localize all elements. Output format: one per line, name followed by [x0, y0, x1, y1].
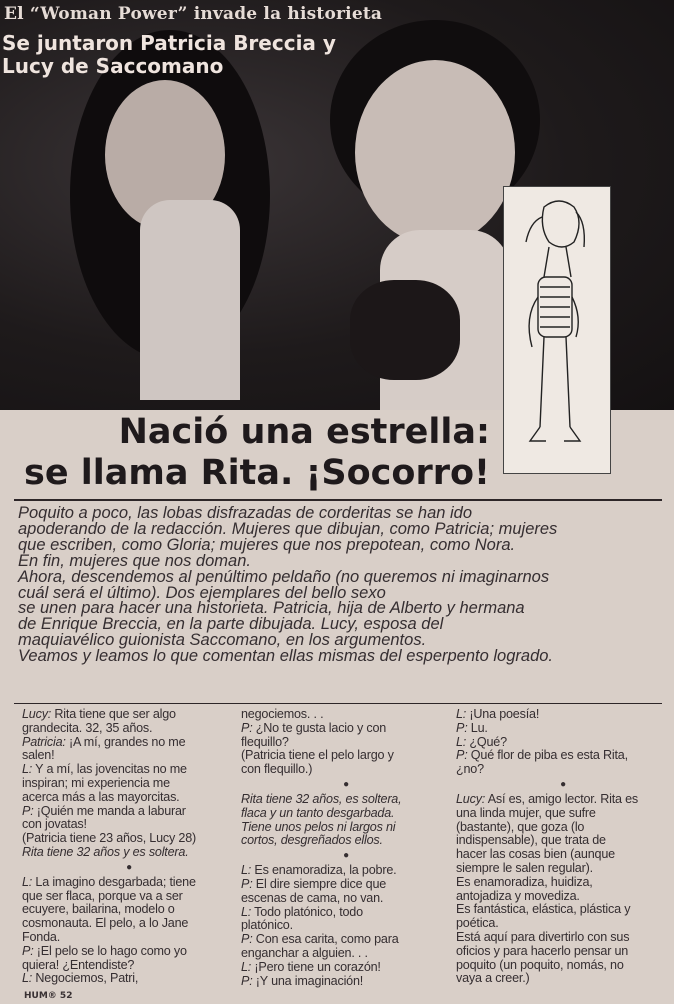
- dialogue-line: [456, 736, 670, 750]
- dialogue-line: [241, 906, 451, 920]
- speaker-label: P:: [22, 803, 34, 818]
- dialogue-line: [241, 919, 451, 933]
- dialogue-line: [241, 864, 451, 878]
- dialogue-text: escenas de cama, no van.: [241, 890, 384, 905]
- dialogue-line: [456, 708, 670, 722]
- intro-line: En fin, mujeres que nos doman.: [18, 551, 251, 570]
- intro-line: de Enrique Breccia, en la parte dibujada. Lucy, esposa del: [18, 615, 444, 634]
- dialogue-line: [22, 722, 236, 736]
- dialogue-text: ecuyere, bailarina, modelo o: [22, 902, 175, 917]
- dialogue-line: [241, 892, 451, 906]
- deck-line: Se juntaron Patricia Breccia y: [2, 31, 336, 55]
- dialogue-line: [456, 972, 670, 986]
- speaker-label: Lucy:: [22, 707, 52, 721]
- dialogue-text: salen!: [22, 748, 55, 763]
- dialogue-text: con jovatas!: [22, 817, 87, 832]
- dialogue-text: Lu.: [467, 720, 488, 735]
- speaker-label: L:: [22, 762, 33, 777]
- dialogue-line: [22, 876, 236, 890]
- dialogue-line: [22, 846, 236, 860]
- lucy-face: [355, 60, 515, 245]
- intro-line: que escriben, como Gloria; mujeres que nos prepotean, como Nora.: [18, 535, 516, 554]
- dialogue-text: ¡Y una imaginación!: [252, 973, 364, 988]
- speaker-label: P:: [241, 720, 253, 735]
- dialogue-text: Negociemos, Patri,: [32, 971, 139, 986]
- divider: [14, 703, 662, 704]
- dialogue-line: [456, 959, 670, 973]
- narration-text: flaca y un tanto desgarbada.: [241, 805, 395, 820]
- dialogue-line: [456, 890, 670, 904]
- dialogue-text: poética.: [456, 916, 499, 931]
- dialogue-text: cosmonauta. El pelo, a lo Jane: [22, 916, 189, 931]
- intro-line: se unen para hacer una historieta. Patricia, hija de Alberto y hermana: [18, 599, 525, 618]
- deck: [2, 32, 336, 78]
- narration-text: cortos, desgreñados ellos.: [241, 833, 383, 848]
- dialogue-text: (Patricia tiene el pelo largo y: [241, 748, 394, 763]
- speaker-label: Lucy:: [456, 791, 486, 806]
- dialogue-text: oficios y para hacerlo pensar un: [456, 943, 629, 958]
- intro-paragraph: [18, 506, 663, 665]
- dialogue-text: quiera! ¿Entendiste?: [22, 957, 135, 972]
- speaker-label: L:: [241, 959, 252, 974]
- dialogue-line: [456, 821, 670, 835]
- dialogue-line: [456, 945, 670, 959]
- dialogue-line: [22, 805, 236, 819]
- speaker-label: P:: [456, 720, 468, 735]
- dialogue-line: [241, 878, 451, 892]
- dialogue-text: Es enamoradiza, la pobre.: [251, 863, 397, 878]
- dialogue-line: [241, 834, 451, 848]
- speaker-label: L:: [241, 904, 252, 919]
- dialogue-text: poquito (un poquito, nomás, no: [456, 957, 624, 972]
- dialogue-text: Rita tiene que ser algo: [51, 707, 176, 721]
- speaker-label: L:: [456, 734, 467, 749]
- intro-line: Poquito a poco, las lobas disfrazadas de corderitas se han ido: [18, 504, 473, 522]
- dialogue-line: [456, 903, 670, 917]
- dialogue-line: [22, 917, 236, 931]
- dialogue-line: [241, 961, 451, 975]
- dialogue-text: El dire siempre dice que: [252, 876, 387, 891]
- intro-line: Ahora, descendemos al penúltimo peldaño (no queremos ni imaginarnos: [18, 567, 550, 586]
- dialogue-text: ¡Quién me manda a laburar: [33, 803, 186, 818]
- dialogue-text: Es enamoradiza, huidiza,: [456, 874, 593, 889]
- dialogue-line: [241, 763, 451, 777]
- dialogue-line: [456, 917, 670, 931]
- dialogue-line: [22, 818, 236, 832]
- bullet-separator: ●: [343, 778, 349, 790]
- rita-illustration: [503, 186, 611, 474]
- speaker-label: P:: [241, 973, 253, 988]
- dialogue-line: [22, 945, 236, 959]
- dialogue-line: [456, 876, 670, 890]
- dialogue-text: Es fantástica, elástica, plástica y: [456, 902, 631, 917]
- bullet-separator: ●: [560, 778, 566, 790]
- dialogue-line: [456, 763, 670, 777]
- dialogue-text: Está aquí para divertirlo con sus: [456, 929, 630, 944]
- rita-sketch-icon: [504, 187, 610, 473]
- dialogue-line: [241, 708, 451, 722]
- dialogue-line: [456, 807, 670, 821]
- intro-line: maquiavélico guionista Saccomano, en los argumentos.: [18, 631, 427, 650]
- dialogue-text: hacer las cosas bien (aunque: [456, 847, 615, 862]
- dialogue-line: [241, 821, 451, 835]
- narration-text: Rita tiene 32 años, es soltera,: [241, 791, 402, 806]
- dialogue-text: Así es, amigo lector. Rita es: [485, 791, 639, 806]
- dialogue-text: flequillo?: [241, 734, 289, 749]
- dialogue-text: inspiran; mi experiencia me: [22, 775, 170, 790]
- bullet-separator: ●: [126, 861, 132, 873]
- dialogue-text: que ser flaca, porque va a ser: [22, 888, 183, 903]
- speaker-label: L:: [22, 971, 33, 986]
- dialogue-text: ¿Qué?: [466, 734, 507, 749]
- dialogue-text: Todo platónico, todo: [251, 904, 363, 919]
- speaker-label: L:: [22, 874, 33, 889]
- dialogue-line: [241, 722, 451, 736]
- dialogue-line: [456, 722, 670, 736]
- headline-line: Nació una estrella:: [118, 412, 490, 452]
- dialogue-text: acerca más a las mayorcitas.: [22, 789, 180, 804]
- dialogue-text: con flequillo.): [241, 762, 313, 777]
- headline-line: se llama Rita. ¡Socorro!: [24, 453, 490, 493]
- dialogue-line: [22, 749, 236, 763]
- speaker-label: P:: [241, 932, 253, 947]
- intro-line: cuál será el último). Dos ejemplares del bello sexo: [18, 583, 386, 602]
- divider: [14, 499, 662, 501]
- dialogue-text: grandecita. 32, 35 años.: [22, 720, 153, 735]
- dialogue-text: ¡El pelo se lo hago como yo: [33, 943, 187, 958]
- dialogue-line: [241, 933, 451, 947]
- dialogue-line: [241, 947, 451, 961]
- speaker-label: L:: [456, 707, 467, 721]
- dialogue-column-1: [22, 708, 236, 986]
- dialogue-line: [22, 959, 236, 973]
- dialogue-text: ¡Pero tiene un corazón!: [251, 959, 381, 974]
- dialogue-text: enganchar a alguien. . .: [241, 945, 368, 960]
- dialogue-text: ¡A mí, grandes no me: [65, 734, 186, 749]
- dialogue-line: [241, 975, 451, 989]
- dialogue-line: [456, 862, 670, 876]
- narration-text: Tiene unos pelos ni largos ni: [241, 819, 396, 834]
- dialogue-line: [22, 931, 236, 945]
- dialogue-line: [22, 763, 236, 777]
- dialogue-line: [456, 848, 670, 862]
- dialogue-text: ¡Una poesía!: [466, 707, 540, 721]
- blouse: [140, 200, 240, 400]
- intro-line: apoderando de la redacción. Mujeres que dibujan, como Patricia; mujeres: [18, 519, 558, 538]
- dialogue-text: negociemos. . .: [241, 707, 324, 721]
- dialogue-text: siempre le salen regular).: [456, 860, 593, 875]
- kicker: El “Woman Power” invade la historieta: [4, 4, 383, 24]
- dialogue-text: (Patricia tiene 23 años, Lucy 28): [22, 831, 197, 846]
- dialogue-text: vaya a creer.): [456, 971, 530, 986]
- dialogue-text: una linda mujer, que sufre: [456, 805, 596, 820]
- dialogue-text: Fonda.: [22, 929, 61, 944]
- speaker-label: L:: [241, 863, 252, 878]
- dialogue-column-3: [456, 708, 670, 986]
- intro-line: Veamos y leamos lo que comentan ellas mismas del esperpento logrado.: [18, 647, 554, 666]
- dialogue-line: [456, 834, 670, 848]
- dialogue-line: [456, 749, 670, 763]
- speaker-label: Patricia:: [22, 734, 66, 749]
- speaker-label: P:: [22, 943, 34, 958]
- dialogue-line: [456, 931, 670, 945]
- dialogue-line: [22, 736, 236, 750]
- dialogue-line: [456, 793, 670, 807]
- deck-line: Lucy de Saccomano: [2, 54, 224, 78]
- speaker-label: P:: [241, 876, 253, 891]
- headline: [24, 412, 490, 494]
- dialogue-line: [22, 708, 236, 722]
- narration-text: Rita tiene 32 años y es soltera.: [22, 844, 189, 859]
- dialogue-line: [241, 749, 451, 763]
- dialogue-line: [22, 832, 236, 846]
- scarf: [350, 280, 460, 380]
- dialogue-text: indispensable), que trata de: [456, 833, 606, 848]
- dialogue-line: [22, 777, 236, 791]
- dialogue-line: [241, 736, 451, 750]
- dialogue-text: La imagino desgarbada; tiene: [32, 874, 196, 889]
- dialogue-text: antojadiza y movediza.: [456, 888, 580, 903]
- bullet-separator: ●: [343, 850, 349, 862]
- dialogue-text: Con esa carita, como para: [252, 932, 399, 947]
- dialogue-text: platónico.: [241, 918, 293, 933]
- dialogue-line: [22, 890, 236, 904]
- page-number: HUM® 52: [24, 991, 73, 1001]
- dialogue-line: [241, 807, 451, 821]
- dialogue-text: (bastante), que goza (lo: [456, 819, 585, 834]
- dialogue-text: Y a mí, las jovencitas no me: [32, 762, 187, 777]
- dialogue-line: [22, 903, 236, 917]
- dialogue-column-2: [241, 708, 451, 988]
- dialogue-text: ¿no?: [456, 762, 484, 777]
- dialogue-line: [241, 793, 451, 807]
- dialogue-text: ¿No te gusta lacio y con: [252, 720, 387, 735]
- dialogue-line: [22, 791, 236, 805]
- speaker-label: P:: [456, 748, 468, 763]
- dialogue-line: [22, 972, 236, 986]
- dialogue-text: Qué flor de piba es esta Rita,: [467, 748, 628, 763]
